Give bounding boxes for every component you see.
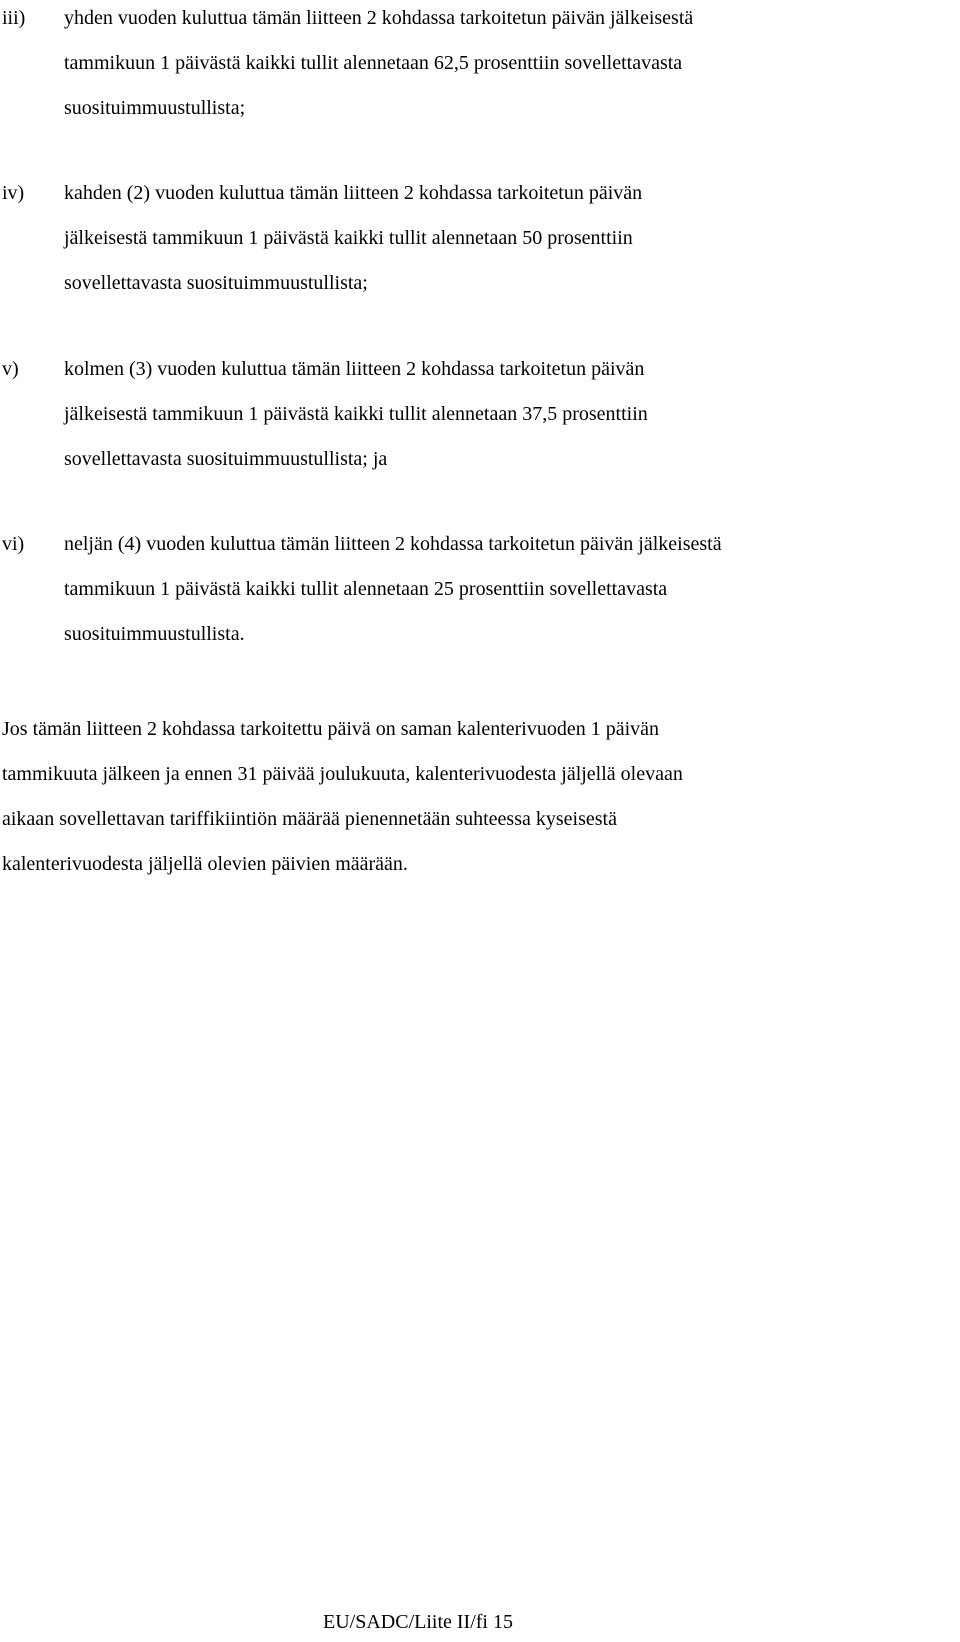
page-footer — [0, 1607, 960, 1637]
list-marker: iii) — [2, 7, 26, 29]
text-line: sovellettavasta suosituimmuustullista; ja — [64, 448, 388, 470]
list-item-text — [64, 0, 956, 131]
text-line: neljän (4) vuoden kuluttua tämän liitteen 2 kohdassa tarkoitetun päivän jälkeisestä — [64, 533, 722, 555]
text-line: suosituimmuustullista. — [64, 623, 245, 645]
text-line: tammikuun 1 päivästä kaikki tullit alennetaan 62,5 prosenttiin sovellettavasta — [64, 52, 683, 74]
text-line: aikaan sovellettavan tariffikiintiön määrää pienennetään suhteessa kyseisestä — [2, 808, 617, 830]
list-item-text — [64, 171, 956, 306]
list-marker: iv) — [2, 182, 25, 204]
list-marker: v) — [2, 358, 19, 380]
list-marker: vi) — [2, 533, 25, 555]
text-line: kahden (2) vuoden kuluttua tämän liitteen 2 kohdassa tarkoitetun päivän — [64, 182, 643, 204]
text-line: Jos tämän liitteen 2 kohdassa tarkoitettu päivä on saman kalenterivuoden 1 päivän — [2, 718, 660, 740]
closing-paragraph — [2, 707, 952, 887]
list-item-text — [64, 347, 956, 482]
text-line: sovellettavasta suosituimmuustullista; — [64, 272, 368, 294]
text-line: suosituimmuustullista; — [64, 97, 246, 119]
text-line: jälkeisestä tammikuun 1 päivästä kaikki tullit alennetaan 50 prosenttiin — [64, 227, 633, 249]
text-line: jälkeisestä tammikuun 1 päivästä kaikki tullit alennetaan 37,5 prosenttiin — [64, 403, 648, 425]
text-line: kalenterivuodesta jäljellä olevien päivien määrään. — [2, 853, 408, 875]
text-line: yhden vuoden kuluttua tämän liitteen 2 kohdassa tarkoitetun päivän jälkeisestä — [64, 7, 694, 29]
list-item-text — [64, 522, 956, 657]
text-line: tammikuun 1 päivästä kaikki tullit alennetaan 25 prosenttiin sovellettavasta — [64, 578, 668, 600]
text-line: tammikuuta jälkeen ja ennen 31 päivää joulukuuta, kalenterivuodesta jäljellä olevaan — [2, 763, 683, 785]
text-line: kolmen (3) vuoden kuluttua tämän liitteen 2 kohdassa tarkoitetun päivän — [64, 358, 645, 380]
document-reference: EU/SADC/Liite II/fi 15 — [323, 1611, 513, 1633]
